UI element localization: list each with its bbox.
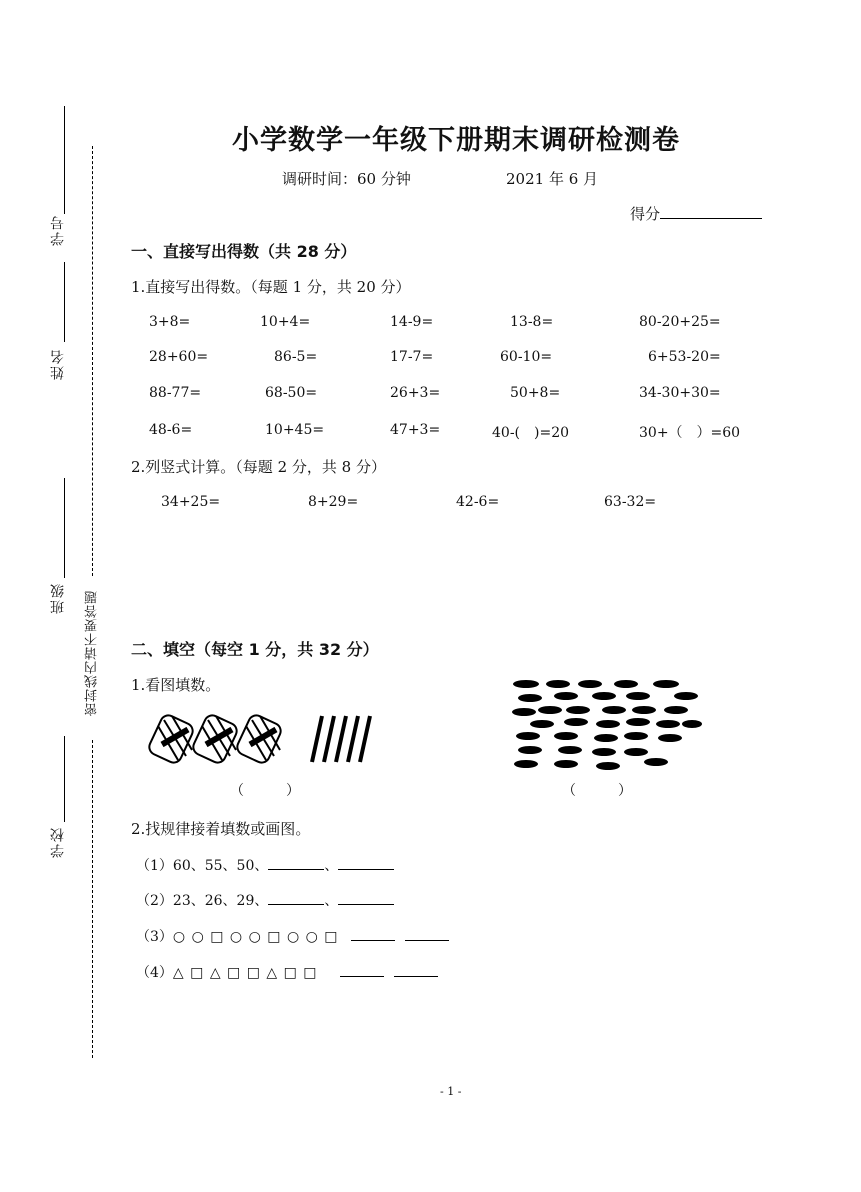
binding-line-1 (64, 106, 65, 214)
pattern-blank[interactable] (338, 869, 394, 870)
calc-item: 48-6= (149, 422, 193, 438)
calc-item: 50+8= (510, 385, 561, 401)
section2-heading: 二、填空（每空 1 分，共 32 分） (131, 640, 379, 659)
vertical-calc-item: 8+29= (308, 494, 359, 510)
school-label: 学校 (50, 826, 66, 858)
calc-item: 80-20+25= (639, 314, 721, 330)
stick-bundles-picture (146, 708, 376, 768)
pattern-sequence: 60、55、50、 (172, 858, 269, 874)
section2-q2-prompt: 2.找规律接着填数或画图。 (131, 820, 311, 838)
pattern-blank[interactable] (340, 976, 384, 977)
seal-dashed-line-top (92, 146, 93, 576)
calc-item: 14-9= (390, 314, 434, 330)
object-marks (512, 680, 702, 770)
calc-item: 28+60= (149, 349, 209, 365)
page-number: - 1 - (440, 1085, 462, 1098)
seal-dashed-line-bottom (92, 740, 93, 1058)
page-title: 小学数学一年级下册期末调研检测卷 (232, 125, 680, 156)
class-label: 班级 (50, 582, 66, 614)
pattern-label: （1） (136, 858, 173, 874)
pattern-line-2 (136, 890, 394, 910)
stick-bundle-3 (235, 713, 284, 765)
pattern-line-3 (136, 926, 449, 946)
calc-item: 47+3= (390, 422, 441, 438)
calc-item: 34-30+30= (639, 385, 721, 401)
pattern-line-1 (136, 855, 394, 875)
pattern-blank[interactable] (405, 940, 449, 941)
single-sticks (312, 716, 370, 762)
calc-item: 13-8= (510, 314, 554, 330)
pattern-shapes: ○ ○ □ ○ ○ □ ○ ○ □ (172, 929, 339, 945)
binding-line-3 (64, 478, 65, 578)
pattern-shapes: △ □ △ □ □ △ □ □ (172, 965, 318, 981)
calc-item: 26+3= (390, 385, 441, 401)
answer-blank-right[interactable]: （ ） (562, 783, 632, 799)
student-no-label: 学号 (50, 214, 66, 246)
calc-item: 10+4= (260, 314, 311, 330)
pattern-line-4 (136, 962, 438, 982)
stick-bundle-2 (191, 713, 240, 765)
binding-line-2 (64, 262, 65, 342)
pattern-blank[interactable] (268, 904, 324, 905)
calc-item: 17-7= (390, 349, 434, 365)
pattern-sequence: 23、26、29、 (172, 893, 269, 909)
pattern-separator: 、 (324, 858, 339, 874)
exam-time: 调研时间：60 分钟 (282, 170, 411, 188)
calc-item: 88-77= (149, 385, 202, 401)
score-label: 得分 (630, 205, 661, 223)
objects-cluster-picture (508, 674, 704, 774)
binding-line-4 (64, 736, 65, 822)
calc-item: 6+53-20= (648, 349, 721, 365)
section2-q1-prompt: 1.看图填数。 (131, 676, 221, 694)
calc-item: 30+（ ）=60 (639, 425, 741, 441)
vertical-calc-item: 63-32= (604, 494, 657, 510)
seal-notice: 密封线内请不要答题 (85, 590, 100, 716)
pattern-blank[interactable] (338, 904, 394, 905)
section1-q2-prompt: 2.列竖式计算。（每题 2 分，共 8 分） (131, 458, 386, 476)
stick-bundle-1 (147, 713, 196, 765)
pattern-separator: 、 (324, 893, 339, 909)
pattern-label: （3） (136, 929, 173, 945)
score-blank[interactable] (660, 218, 762, 219)
calc-item: 3+8= (149, 314, 191, 330)
name-label: 姓名 (50, 348, 66, 380)
calc-item: 60-10= (500, 349, 553, 365)
score-field (630, 203, 762, 224)
pattern-label: （4） (136, 965, 173, 981)
calc-item: 86-5= (274, 349, 318, 365)
calc-item: 40-( )=20 (492, 425, 570, 441)
vertical-calc-item: 42-6= (456, 494, 500, 510)
exam-date: 2021 年 6 月 (506, 170, 599, 188)
pattern-blank[interactable] (351, 940, 395, 941)
pattern-blank[interactable] (394, 976, 438, 977)
calc-item: 10+45= (265, 422, 325, 438)
answer-blank-left[interactable]: （ ） (230, 783, 300, 799)
calc-item: 68-50= (265, 385, 318, 401)
section1-heading: 一、直接写出得数（共 28 分） (131, 242, 357, 261)
pattern-label: （2） (136, 893, 173, 909)
vertical-calc-item: 34+25= (161, 494, 221, 510)
pattern-blank[interactable] (268, 869, 324, 870)
section1-q1-prompt: 1.直接写出得数。（每题 1 分，共 20 分） (131, 278, 411, 296)
